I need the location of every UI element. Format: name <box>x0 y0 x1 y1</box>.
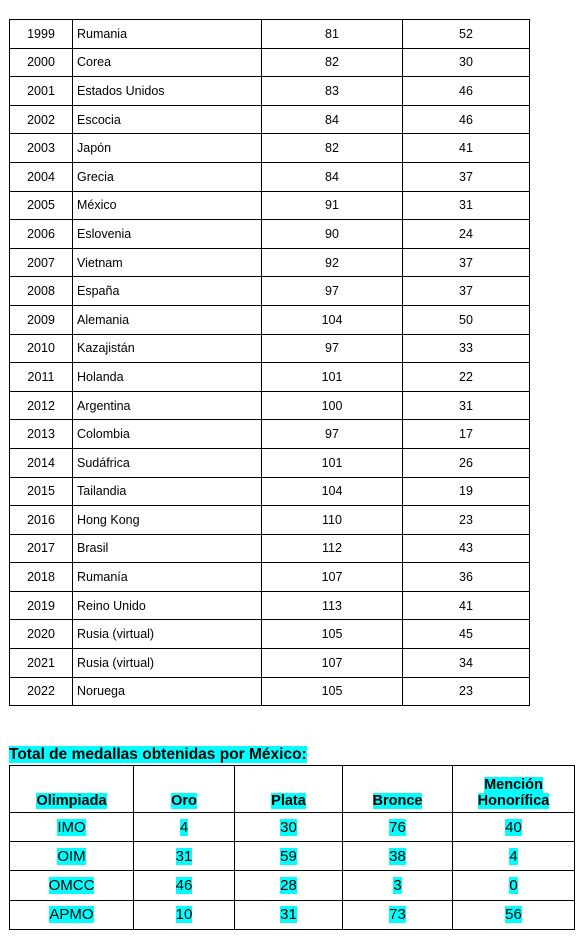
olympiad-cell-value: OIM <box>57 847 86 865</box>
cutoff-cell: 34 <box>403 649 530 678</box>
year-cell: 2012 <box>10 391 73 420</box>
country-cell: Noruega <box>73 677 262 706</box>
table-row <box>10 871 575 900</box>
table-row <box>10 591 530 620</box>
gold-cell <box>134 813 235 842</box>
table-row <box>10 534 530 563</box>
silver-cell <box>235 813 343 842</box>
year-cell: 2020 <box>10 620 73 649</box>
table-row <box>10 363 530 392</box>
year-cell: 1999 <box>10 20 73 49</box>
year-cell: 2022 <box>10 677 73 706</box>
medal-summary-title <box>9 746 307 764</box>
honorable-cell <box>453 842 575 871</box>
gold-cell-value: 31 <box>175 847 193 865</box>
score-cell: 104 <box>262 305 403 334</box>
bronze-cell-value: 73 <box>389 906 406 924</box>
bronze-cell <box>343 813 453 842</box>
score-cell: 82 <box>262 48 403 77</box>
table-row <box>10 477 530 506</box>
year-cell: 2005 <box>10 191 73 220</box>
cutoff-cell: 50 <box>403 305 530 334</box>
table-row <box>10 191 530 220</box>
gold-cell-value: 46 <box>175 876 193 894</box>
bronze-cell-value: 3 <box>393 876 402 894</box>
honorable-cell-value: 4 <box>509 847 518 865</box>
cutoff-cell: 45 <box>403 620 530 649</box>
table-row <box>10 563 530 592</box>
table-row <box>10 277 530 306</box>
silver-cell-value: 31 <box>280 906 297 924</box>
table-row <box>10 813 575 842</box>
table-row <box>10 105 530 134</box>
header-silver: Plata <box>235 766 343 813</box>
honorable-cell <box>453 813 575 842</box>
medal-table-header-row <box>10 766 575 813</box>
score-cell: 97 <box>262 277 403 306</box>
year-cell: 2009 <box>10 305 73 334</box>
country-cell: Tailandia <box>73 477 262 506</box>
table-row <box>10 842 575 871</box>
olympiad-cell-value: IMO <box>57 818 86 836</box>
cutoff-cell: 36 <box>403 563 530 592</box>
gold-cell <box>134 871 235 900</box>
country-cell: Rusia (virtual) <box>73 649 262 678</box>
honorable-cell-value: 0 <box>509 876 518 894</box>
table-row <box>10 220 530 249</box>
table-row <box>10 162 530 191</box>
score-cell: 92 <box>262 248 403 277</box>
year-cell: 2003 <box>10 134 73 163</box>
year-cell: 2011 <box>10 363 73 392</box>
cutoff-cell: 22 <box>403 363 530 392</box>
table-row <box>10 900 575 929</box>
cutoff-cell: 24 <box>403 220 530 249</box>
table-row <box>10 677 530 706</box>
honorable-cell-value: 56 <box>505 906 522 924</box>
silver-cell-value: 59 <box>280 847 297 865</box>
table-row <box>10 420 530 449</box>
gold-cell-value: 4 <box>179 818 189 836</box>
year-cell: 2006 <box>10 220 73 249</box>
table-row <box>10 448 530 477</box>
olympiad-cell <box>10 842 134 871</box>
country-cell: Grecia <box>73 162 262 191</box>
score-cell: 107 <box>262 649 403 678</box>
cutoff-cell: 17 <box>403 420 530 449</box>
bronze-cell <box>343 842 453 871</box>
country-cell: Brasil <box>73 534 262 563</box>
cutoff-cell: 33 <box>403 334 530 363</box>
score-cell: 101 <box>262 448 403 477</box>
year-cell: 2004 <box>10 162 73 191</box>
country-cell: Corea <box>73 48 262 77</box>
results-table <box>9 19 530 706</box>
table-row <box>10 649 530 678</box>
olympiad-cell <box>10 871 134 900</box>
header-gold: Oro <box>134 766 235 813</box>
score-cell: 100 <box>262 391 403 420</box>
medal-table-body <box>10 813 575 930</box>
country-cell: Colombia <box>73 420 262 449</box>
cutoff-cell: 41 <box>403 134 530 163</box>
cutoff-cell: 43 <box>403 534 530 563</box>
country-cell: Estados Unidos <box>73 77 262 106</box>
year-cell: 2002 <box>10 105 73 134</box>
country-cell: México <box>73 191 262 220</box>
cutoff-cell: 46 <box>403 77 530 106</box>
country-cell: Kazajistán <box>73 334 262 363</box>
header-olympiad: Olimpiada <box>10 766 134 813</box>
olympiad-cell-value: OMCC <box>48 876 95 894</box>
score-cell: 112 <box>262 534 403 563</box>
country-cell: España <box>73 277 262 306</box>
gold-cell <box>134 842 235 871</box>
year-cell: 2015 <box>10 477 73 506</box>
silver-cell-value: 28 <box>280 876 297 894</box>
score-cell: 105 <box>262 677 403 706</box>
country-cell: Argentina <box>73 391 262 420</box>
year-cell: 2016 <box>10 506 73 535</box>
results-table-body <box>10 20 530 706</box>
cutoff-cell: 19 <box>403 477 530 506</box>
country-cell: Rumania <box>73 20 262 49</box>
score-cell: 90 <box>262 220 403 249</box>
medal-summary-title-text: Total de medallas obtenidas por México: <box>9 746 307 763</box>
cutoff-cell: 46 <box>403 105 530 134</box>
cutoff-cell: 41 <box>403 591 530 620</box>
table-row <box>10 134 530 163</box>
year-cell: 2008 <box>10 277 73 306</box>
country-cell: Reino Unido <box>73 591 262 620</box>
year-cell: 2013 <box>10 420 73 449</box>
year-cell: 2018 <box>10 563 73 592</box>
table-row <box>10 334 530 363</box>
cutoff-cell: 23 <box>403 506 530 535</box>
bronze-cell-value: 76 <box>389 818 406 836</box>
header-honorable-line2: Honorífica <box>477 793 550 809</box>
table-row <box>10 48 530 77</box>
year-cell: 2000 <box>10 48 73 77</box>
score-cell: 113 <box>262 591 403 620</box>
honorable-cell-value: 40 <box>505 818 522 836</box>
country-cell: Rumanía <box>73 563 262 592</box>
country-cell: Hong Kong <box>73 506 262 535</box>
cutoff-cell: 23 <box>403 677 530 706</box>
cutoff-cell: 37 <box>403 277 530 306</box>
cutoff-cell: 30 <box>403 48 530 77</box>
table-row <box>10 391 530 420</box>
country-cell: Sudáfrica <box>73 448 262 477</box>
score-cell: 82 <box>262 134 403 163</box>
cutoff-cell: 31 <box>403 191 530 220</box>
score-cell: 104 <box>262 477 403 506</box>
table-row <box>10 77 530 106</box>
country-cell: Holanda <box>73 363 262 392</box>
olympiad-cell <box>10 900 134 929</box>
cutoff-cell: 52 <box>403 20 530 49</box>
medal-table <box>9 765 575 930</box>
olympiad-cell-value: APMO <box>49 906 94 924</box>
year-cell: 2010 <box>10 334 73 363</box>
bronze-cell-value: 38 <box>389 847 406 865</box>
score-cell: 101 <box>262 363 403 392</box>
table-row <box>10 305 530 334</box>
header-bronze: Bronce <box>343 766 453 813</box>
silver-cell-value: 30 <box>280 818 297 836</box>
country-cell: Alemania <box>73 305 262 334</box>
cutoff-cell: 37 <box>403 248 530 277</box>
score-cell: 84 <box>262 162 403 191</box>
score-cell: 97 <box>262 334 403 363</box>
score-cell: 91 <box>262 191 403 220</box>
score-cell: 97 <box>262 420 403 449</box>
silver-cell <box>235 871 343 900</box>
country-cell: Escocia <box>73 105 262 134</box>
olympiad-cell <box>10 813 134 842</box>
table-row <box>10 620 530 649</box>
score-cell: 81 <box>262 20 403 49</box>
honorable-cell <box>453 871 575 900</box>
score-cell: 107 <box>262 563 403 592</box>
score-cell: 84 <box>262 105 403 134</box>
table-row <box>10 506 530 535</box>
year-cell: 2017 <box>10 534 73 563</box>
cutoff-cell: 26 <box>403 448 530 477</box>
year-cell: 2019 <box>10 591 73 620</box>
gold-cell-value: 10 <box>175 906 193 924</box>
country-cell: Eslovenia <box>73 220 262 249</box>
country-cell: Japón <box>73 134 262 163</box>
honorable-cell <box>453 900 575 929</box>
header-honorable-line1: Mención <box>484 777 543 793</box>
gold-cell <box>134 900 235 929</box>
year-cell: 2001 <box>10 77 73 106</box>
year-cell: 2007 <box>10 248 73 277</box>
header-honorable-mention <box>453 766 575 813</box>
silver-cell <box>235 900 343 929</box>
cutoff-cell: 37 <box>403 162 530 191</box>
bronze-cell <box>343 900 453 929</box>
cutoff-cell: 31 <box>403 391 530 420</box>
country-cell: Rusia (virtual) <box>73 620 262 649</box>
table-row <box>10 20 530 49</box>
year-cell: 2014 <box>10 448 73 477</box>
table-row <box>10 248 530 277</box>
year-cell: 2021 <box>10 649 73 678</box>
score-cell: 105 <box>262 620 403 649</box>
bronze-cell <box>343 871 453 900</box>
score-cell: 110 <box>262 506 403 535</box>
silver-cell <box>235 842 343 871</box>
country-cell: Vietnam <box>73 248 262 277</box>
score-cell: 83 <box>262 77 403 106</box>
